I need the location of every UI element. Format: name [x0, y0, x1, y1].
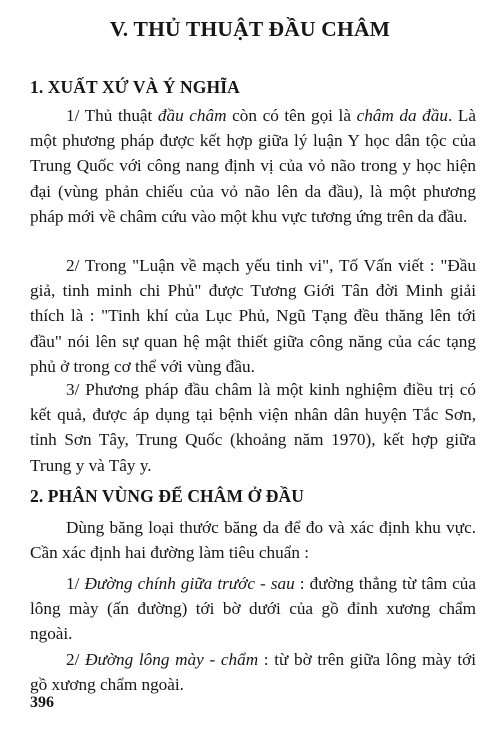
section-heading-1: 1. XUẤT XỨ VÀ Ý NGHĨA [30, 77, 240, 97]
paragraph-1-text: 1/ Thủ thuật đầu châm còn có tên gọi là châm da đầu. Là một phương pháp được kết hợp giữa lý luận Y học dân tộc của Trung Quốc với công nang định vị của vỏ não trong y học hiện đại (vùng phản chiếu của vỏ não lên da đầu), là một phương pháp mới về châm cứu vào một khu vực tương ứng trên da đầu. [30, 106, 476, 226]
paragraph-6-text: 2/ Đường lông mày - chẩm : từ bờ trên giữa lông mày tới gồ xương chẩm ngoài. [30, 650, 476, 695]
paragraph-3: 3/ Phương pháp đầu châm là một kinh nghiệm điều trị có kết quả, được áp dụng tại bệnh viện nhân dân huyện Tắc Sơn, tỉnh Sơn Tây, Trung Quốc (khoảng năm 1970), kết hợp giữa Trung y và Tây y. [30, 380, 476, 475]
page-number: 396 [30, 694, 54, 711]
paragraph-2: 2/ Trong "Luận về mạch yếu tinh vi", Tố Vấn viết : "Đầu giả, tinh minh chi Phủ" được Tương Giới Tân đời Minh giải thích là : "Tinh khí của Lục Phủ, Ngũ Tạng đều thăng lên tới đầu" nói lên sự quan hệ mật thiết giữa công năng của các tạng phủ ở trong cơ thể với vùng đầu. [30, 256, 476, 376]
paragraph-5 [30, 571, 476, 647]
chapter-title: V. THỦ THUẬT ĐẦU CHÂM [109, 17, 391, 41]
section-heading-2: 2. PHÂN VÙNG ĐỂ CHÂM Ở ĐẦU [30, 486, 305, 506]
paragraph-4: Dùng băng loại thước băng da để đo và xác định khu vực. Cần xác định hai đường làm tiêu chuẩn : [30, 518, 476, 563]
paragraph-6 [30, 647, 476, 697]
paragraph-5-text: 1/ Đường chính giữa trước - sau : đường thẳng từ tâm của lông mày (ấn đường) tới bờ dưới của gồ đỉnh xương chẩm ngoài. [30, 574, 476, 644]
paragraph-1 [30, 103, 476, 229]
